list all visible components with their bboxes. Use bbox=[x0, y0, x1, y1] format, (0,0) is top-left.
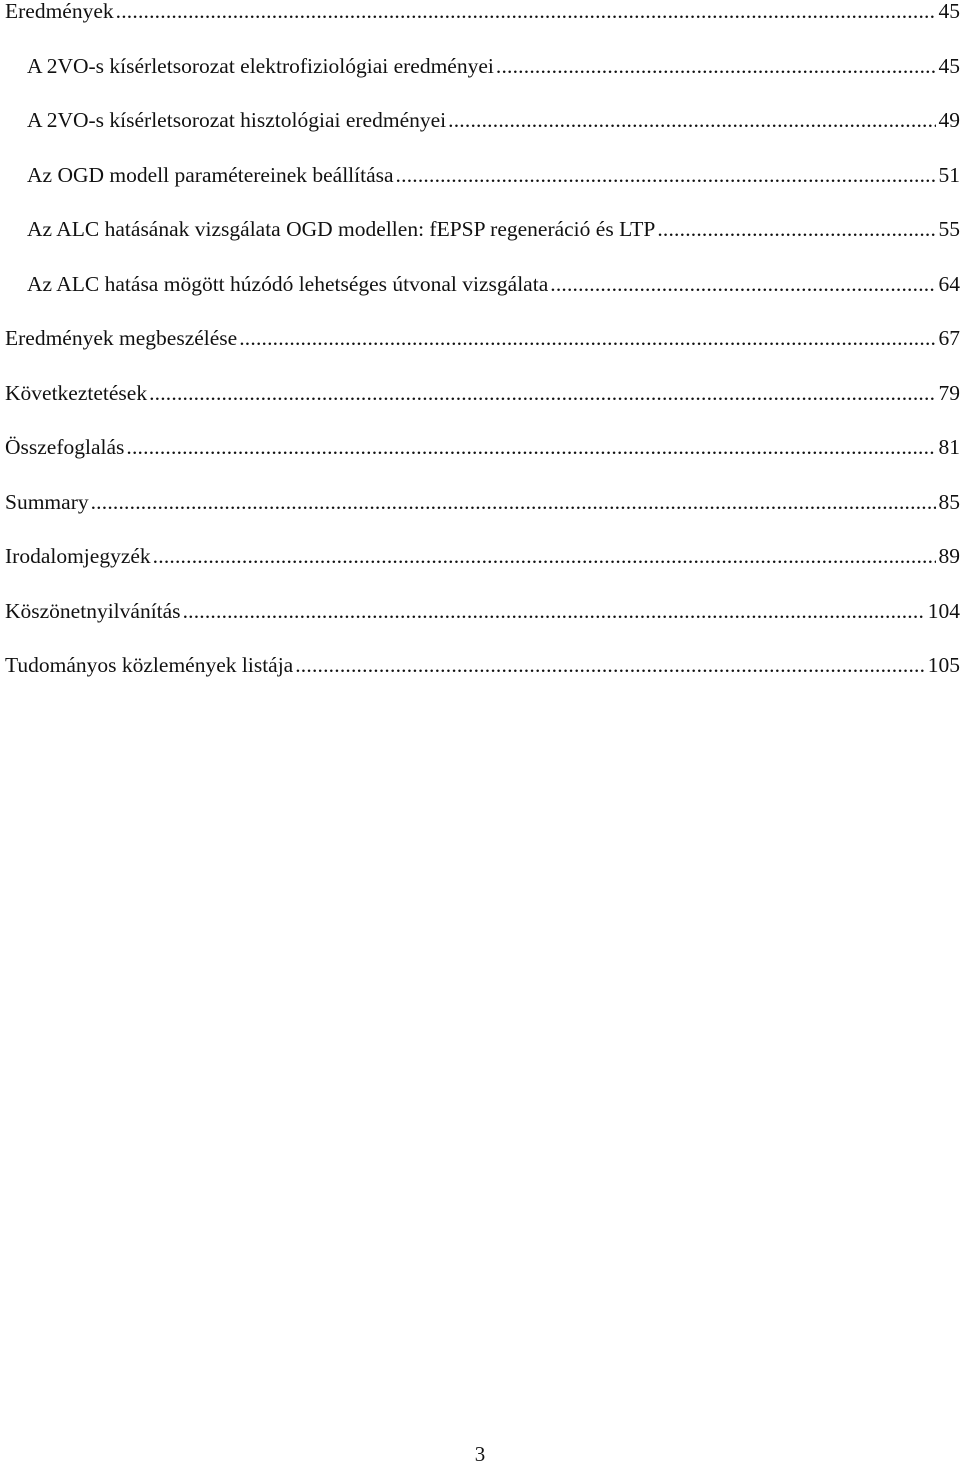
toc-entry[interactable] bbox=[5, 108, 960, 163]
dot-leader bbox=[396, 163, 936, 188]
toc-entry-title: A 2VO-s kísérletsorozat hisztológiai eredményei bbox=[27, 108, 447, 132]
toc-entry[interactable] bbox=[5, 272, 960, 327]
dot-leader bbox=[126, 435, 935, 460]
toc-entry-title: A 2VO-s kísérletsorozat elektrofiziológiai eredményei bbox=[27, 53, 494, 78]
dot-leader bbox=[116, 0, 936, 24]
toc-entry-page: 89 bbox=[938, 544, 960, 568]
toc-entry-title: Összefoglalás bbox=[5, 435, 125, 459]
toc-entry-page: 64 bbox=[938, 271, 960, 296]
dot-leader bbox=[496, 54, 936, 79]
toc-entry[interactable] bbox=[5, 54, 960, 109]
toc-entry[interactable] bbox=[5, 381, 960, 436]
page-number: 3 bbox=[474, 1442, 486, 1466]
dot-leader bbox=[149, 381, 935, 406]
toc-entry-page: 81 bbox=[938, 435, 960, 459]
toc-entry-title: Köszönetnyilvánítás bbox=[5, 598, 181, 623]
toc-entry[interactable] bbox=[5, 326, 960, 381]
toc-entry-title: Eredmények megbeszélése bbox=[5, 326, 238, 350]
dot-leader bbox=[550, 272, 935, 297]
toc-entry[interactable] bbox=[5, 163, 960, 218]
toc-entry-title: Az ALC hatása mögött húzódó lehetséges útvonal vizsgálata bbox=[27, 271, 549, 296]
dot-leader bbox=[239, 326, 935, 351]
toc-entry-page: 67 bbox=[938, 326, 960, 350]
toc-entry[interactable] bbox=[5, 0, 960, 54]
toc-entry[interactable] bbox=[5, 599, 960, 654]
toc-entry-title: Eredmények bbox=[5, 0, 114, 23]
toc-entry-title: Az ALC hatásának vizsgálata OGD modellen: fEPSP regeneráció és LTP bbox=[27, 217, 656, 241]
toc-entry-page: 85 bbox=[938, 489, 960, 514]
toc-entry-page: 55 bbox=[938, 217, 960, 241]
table-of-contents bbox=[5, 0, 960, 708]
dot-leader bbox=[153, 544, 936, 569]
dot-leader bbox=[448, 108, 935, 133]
toc-entry[interactable] bbox=[5, 490, 960, 545]
dot-leader bbox=[657, 217, 935, 242]
toc-entry-title: Az OGD modell paramétereinek beállítása bbox=[27, 162, 394, 187]
toc-entry[interactable] bbox=[5, 653, 960, 708]
toc-entry-title: Irodalomjegyzék bbox=[5, 544, 151, 568]
dot-leader bbox=[91, 490, 936, 515]
toc-entry-page: 79 bbox=[938, 380, 960, 405]
toc-entry-page: 105 bbox=[927, 653, 960, 677]
toc-entry[interactable] bbox=[5, 217, 960, 272]
toc-entry-title: Summary bbox=[5, 489, 89, 514]
toc-entry-page: 45 bbox=[938, 53, 960, 78]
dot-leader bbox=[295, 653, 925, 678]
toc-entry-page: 45 bbox=[938, 0, 960, 23]
toc-entry-page: 104 bbox=[927, 598, 960, 623]
toc-entry-title: Következtetések bbox=[5, 380, 148, 405]
toc-entry[interactable] bbox=[5, 544, 960, 599]
dot-leader bbox=[183, 599, 925, 624]
toc-entry[interactable] bbox=[5, 435, 960, 490]
toc-entry-page: 51 bbox=[938, 162, 960, 187]
toc-entry-page: 49 bbox=[938, 108, 960, 132]
toc-entry-title: Tudományos közlemények listája bbox=[5, 653, 294, 677]
